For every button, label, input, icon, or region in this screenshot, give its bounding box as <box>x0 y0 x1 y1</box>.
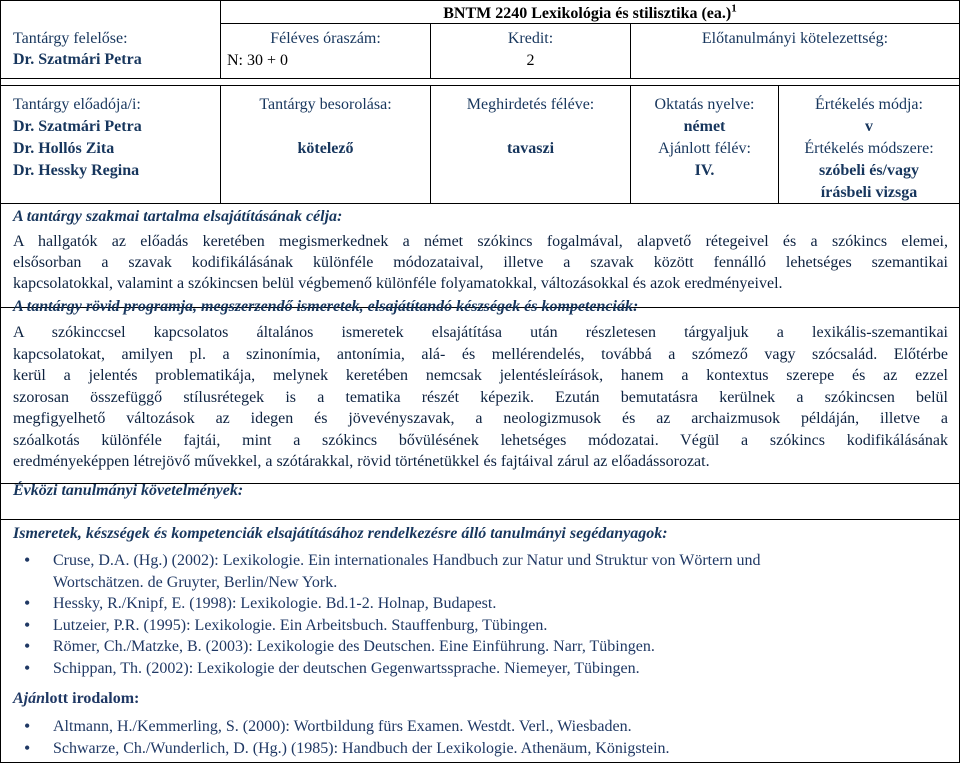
classification-cell <box>221 86 431 203</box>
bibliography-text: Cruse, D.A. (Hg.) (2002): Lexikologie. Ein internationales Handbuch zur Natur und Struktur von Wörtern und <box>53 552 761 569</box>
bibliography-text: Römer, Ch./Matzke, B. (2003): Lexikologie des Deutschen. Eine Einführung. Narr, Tübingen. <box>53 638 655 655</box>
bibliography-text: Lutzeier, P.R. (1995): Lexikologie. Ein Arbeitsbuch. Stauffenburg, Tübingen. <box>53 616 548 634</box>
assessment-method-value-2: írásbeli vizsga <box>820 184 918 201</box>
program-paragraph <box>1 322 959 473</box>
recommended-title-part-a: Aján <box>13 690 46 707</box>
language-value: német <box>683 118 726 135</box>
responsible-name: Dr. Szatmári Petra <box>13 51 142 68</box>
lecturers-cell <box>1 86 221 203</box>
bibliography-text-continued: Wortschätzen. de Gruyter, Berlin/New York. <box>53 573 338 591</box>
prereq-cell <box>631 24 959 78</box>
hours-label: Féléves óraszám: <box>270 30 381 47</box>
bibliography-item <box>1 658 959 680</box>
program-line: kerül a jelentés problematikája, melynek keretében nemcsak jelentésleírások, hanem a kontextus szerepe és az ezzel <box>13 367 948 384</box>
prereq-label: Előtanulmányi kötelezettség: <box>701 30 889 47</box>
credit-cell <box>431 24 631 78</box>
bibliography-text: Hessky, R./Knipf, E. (1998): Lexikologie. Bd.1-2. Holnap, Budapest. <box>53 595 497 612</box>
program-line: A szókinccsel kapcsolatos általános ismeretek elsajátítása után részletesen tárgyaljuk a lexikális-szemantikai <box>13 324 948 341</box>
responsible-label: Tantárgy felelőse: <box>13 30 128 47</box>
program-section <box>1 298 959 484</box>
header-row <box>1 1 959 79</box>
program-line: kapcsolatokat, amilyen pl. a szinonímia, antonímia, alá- és mellérendelés, továbbá a szómező vagy szócsalád. Előtérbe <box>13 345 948 363</box>
assessment-value: v <box>865 118 873 135</box>
aim-section <box>1 204 959 308</box>
hours-cell <box>221 24 431 78</box>
hours-value: N: 30 + 0 <box>227 52 289 69</box>
assessment-method-value-1: szóbeli és/vagy <box>819 162 919 179</box>
lecturer-2: Dr. Hollós Zita <box>13 140 115 157</box>
lecturer-1: Dr. Szatmári Petra <box>13 118 142 135</box>
bibliography-text: Altmann, H./Kemmerling, S. (2000): Wortbildung fürs Examen. Westdt. Verl., Wiesbaden. <box>53 718 632 735</box>
bibliography-item <box>1 738 959 760</box>
materials-list <box>1 550 959 679</box>
recommended-semester-label: Ajánlott félév: <box>658 140 751 157</box>
semester-cell <box>431 86 631 203</box>
aim-line: A hallgatók az előadás keretében megismerkednek a német szókincs fogalmával, alapvető rétegeivel és a szókincs elemei, <box>13 233 948 250</box>
info-row <box>1 85 959 204</box>
requirements-title: Évközi tanulmányi követelmények: <box>13 482 244 499</box>
credit-value: 2 <box>526 52 535 69</box>
classification-label: Tantárgy besorolása: <box>259 96 392 113</box>
materials-title: Ismeretek, készségek és kompetenciák elsajátításához rendelkezésre álló tanulmányi segédanyagok: <box>13 525 668 542</box>
course-title-footnote: 1 <box>731 2 737 15</box>
program-title: A tantárgy rövid programja, megszerzendő ismeretek, elsajátítandó készségek és kompetenciák: <box>13 298 639 315</box>
language-label: Oktatás nyelve: <box>654 96 755 113</box>
program-line: eredményeképpen létrejövő művekkel, a szótárakkal, rövid történetükkel és fajtáival zárul az előadássorozat. <box>13 453 710 470</box>
program-line: megfigyelhető változások az idegen és jövevényszavak, a neologizmusok és az archaizmusok példáján, illetve a <box>13 410 948 427</box>
bibliography-item <box>1 593 959 615</box>
materials-section <box>1 520 959 762</box>
semester-label: Meghirdetés féléve: <box>466 96 595 113</box>
classification-value: kötelező <box>297 140 354 157</box>
program-line: szóalkotás különféle fajtái, mint a szókincs bővülésének lehetséges módozatai. Végül a szókincs kodifikálásának <box>13 431 948 449</box>
semester-value: tavaszi <box>506 140 555 157</box>
assessment-method-label: Értékelés módszere: <box>804 140 934 157</box>
credit-label: Kredit: <box>507 30 554 47</box>
course-title <box>221 4 959 23</box>
recommended-title-part-b: lott irodalom: <box>45 690 140 707</box>
bibliography-text: Schippan, Th. (2002): Lexikologie der deutschen Gegenwartssprache. Niemeyer, Tübingen. <box>53 659 640 677</box>
aim-paragraph <box>1 231 959 294</box>
aim-line: kapcsolatokkal, valamint a szókincsen belül végbemenő különféle folyamatokkal, változásokkal és azok eredményeivel. <box>13 275 783 292</box>
recommended-literature-list <box>1 716 959 759</box>
assessment-label: Értékelés módja: <box>815 96 923 113</box>
title-area <box>221 1 959 78</box>
bibliography-item <box>1 636 959 658</box>
program-line: szorosan összefüggő stílusrétegek is a tematika részét képezik. Ezután bemutatásra kerülnek a szókincsen belül <box>13 388 948 406</box>
assessment-cell <box>779 86 959 203</box>
recommended-semester-value: IV. <box>694 162 715 179</box>
bibliography-item <box>1 615 959 637</box>
aim-title: A tantárgy szakmai tartalma elsajátításának célja: <box>13 208 343 225</box>
recommended-literature-title <box>13 689 139 708</box>
bibliography-item <box>1 716 959 738</box>
bibliography-item <box>1 550 959 593</box>
course-title-text: BNTM 2240 Lexikológia és stilisztika (ea.) <box>443 5 732 22</box>
lecturer-3: Dr. Hessky Regina <box>13 162 140 179</box>
bibliography-text: Schwarze, Ch./Wunderlich, D. (Hg.) (1985): Handbuch der Lexikologie. Athenäum, Königstein. <box>53 739 670 757</box>
responsible-cell <box>1 1 221 78</box>
language-cell <box>631 86 779 203</box>
requirements-section <box>1 477 959 520</box>
aim-line: elsősorban a szavak kodifikálásának különféle módozataival, illetve a szavak között fennálló lehetséges szemantikai <box>13 254 948 271</box>
lecturers-label: Tantárgy előadója/i: <box>13 96 141 113</box>
